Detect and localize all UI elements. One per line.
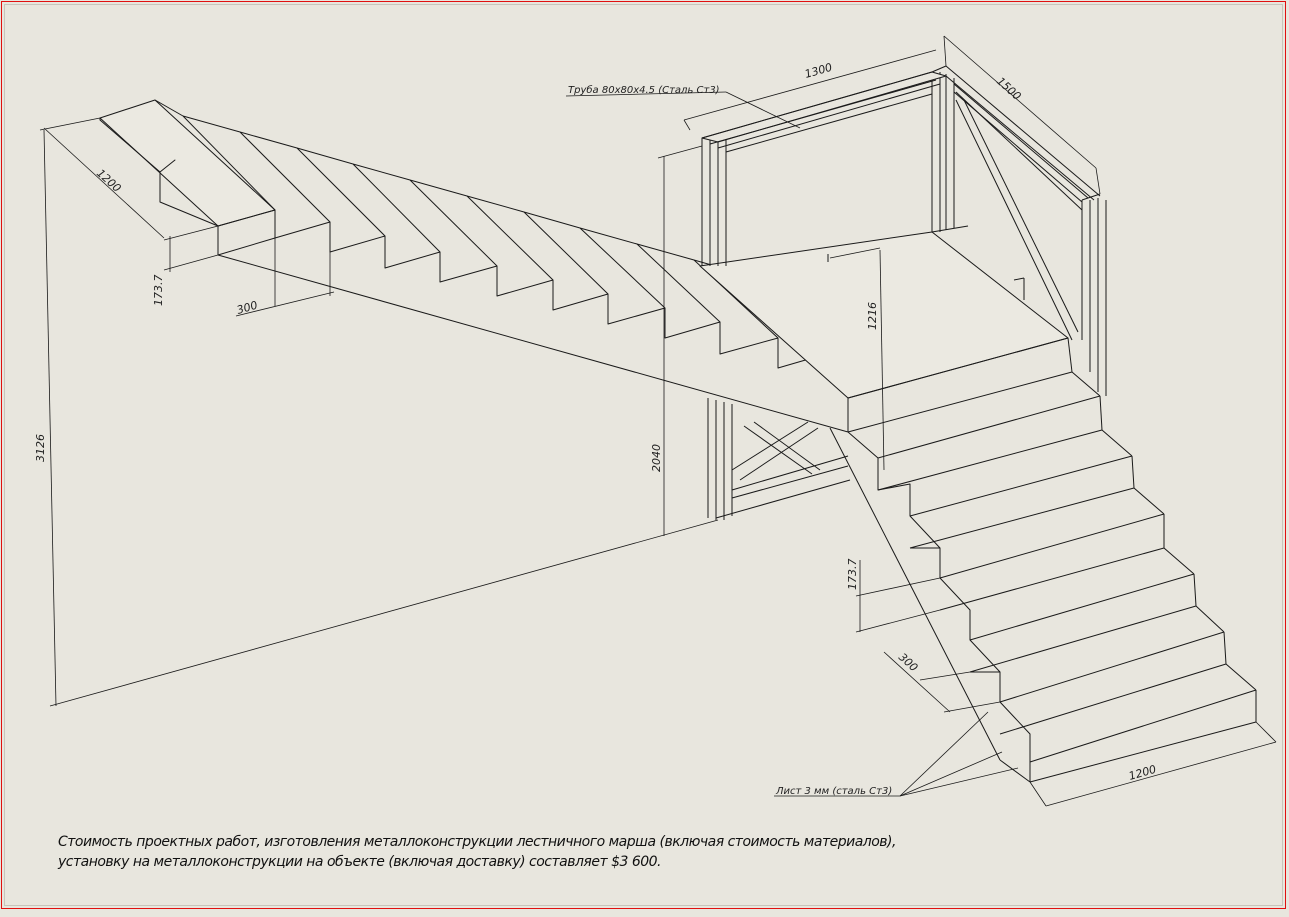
cost-description-line-1: Стоимость проектных работ, изготовления металлоконструкции лестничного марша (включая стоимость материалов), (58, 834, 896, 850)
dim-upper-riser: 173.7 (152, 274, 165, 306)
pipe-annotation: Труба 80х80х4.5 (Сталь Ст3) (568, 85, 720, 96)
upper-step-profile (218, 210, 848, 432)
landing (700, 226, 1072, 432)
dim-lower-width: 1200 (1127, 762, 1158, 783)
dim-depth-top: 1500 (993, 74, 1024, 103)
dim-upper-width: 1200 (93, 166, 124, 195)
dim-landing-height: 1216 (866, 302, 879, 330)
dim-lower-tread: 300 (895, 650, 921, 675)
lower-underside (830, 428, 1000, 760)
dim-width-top: 1300 (803, 60, 834, 81)
dim-frame-height: 2040 (650, 444, 663, 472)
cost-description-line-2: установку на металлоконструкции на объекте (включая доставку) составляет $3 600. (58, 854, 662, 870)
lower-flight (830, 338, 1256, 782)
dim-lower-riser: 173.7 (846, 558, 859, 590)
dimension-lines (40, 36, 1276, 806)
lower-step-profile (848, 432, 1030, 782)
upper-top-step (100, 100, 275, 226)
sheet-annotation: Лист 3 мм (сталь Ст3) (776, 786, 893, 797)
dim-total-height: 3126 (34, 434, 47, 462)
landing-top (700, 232, 1068, 398)
cost-description (58, 832, 896, 872)
dim-upper-tread: 300 (235, 298, 260, 317)
